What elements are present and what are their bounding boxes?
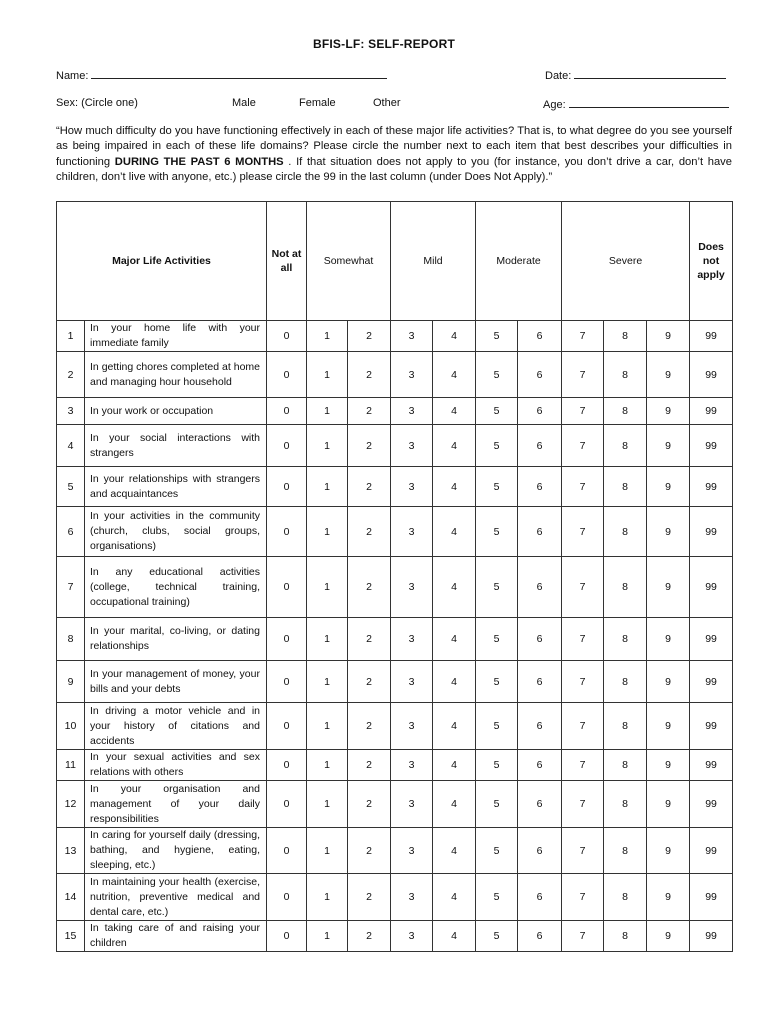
rating-option-99[interactable]: 99 [690, 618, 733, 661]
rating-option-0[interactable]: 0 [267, 750, 307, 781]
rating-option-6[interactable]: 6 [518, 425, 562, 467]
rating-option-8[interactable]: 8 [604, 507, 647, 557]
date-row [545, 68, 726, 82]
rating-option-4[interactable]: 4 [433, 921, 476, 952]
activity-label: In your management of money, your bills and your debts [85, 661, 267, 703]
rating-option-3[interactable]: 3 [391, 321, 433, 352]
rating-option-99[interactable]: 99 [690, 921, 733, 952]
rating-option-6[interactable]: 6 [518, 921, 562, 952]
rating-option-5[interactable]: 5 [476, 661, 518, 703]
rating-option-3[interactable]: 3 [391, 557, 433, 618]
row-number: 13 [57, 828, 85, 874]
rating-option-2[interactable]: 2 [348, 398, 391, 425]
rating-option-1[interactable]: 1 [307, 750, 348, 781]
rating-option-7[interactable]: 7 [562, 661, 604, 703]
row-number: 11 [57, 750, 85, 781]
name-label: Name: [56, 70, 89, 82]
rating-option-8[interactable]: 8 [604, 425, 647, 467]
instructions-text: “How much difficulty do you have functioning effectively in each of these major life activities? That is, to what degree do you see yourself as being impaired in each of these life domains? Please circle the number next to each item that best describes your difficulties in functioning [56, 125, 732, 168]
activity-label: In your home life with your immediate family [85, 321, 267, 352]
rating-option-6[interactable]: 6 [518, 557, 562, 618]
rating-option-8[interactable]: 8 [604, 661, 647, 703]
rating-option-7[interactable]: 7 [562, 467, 604, 507]
rating-option-99[interactable]: 99 [690, 321, 733, 352]
rating-option-1[interactable]: 1 [307, 425, 348, 467]
instructions-emphasis: DURING THE PAST 6 MONTHS [114, 155, 284, 168]
header-mild: Mild [391, 202, 476, 321]
table-row [57, 828, 733, 874]
rating-option-7[interactable]: 7 [562, 507, 604, 557]
rating-option-7[interactable]: 7 [562, 557, 604, 618]
rating-option-2[interactable]: 2 [348, 703, 391, 750]
date-label: Date: [545, 70, 572, 82]
rating-option-1[interactable]: 1 [307, 467, 348, 507]
rating-option-3[interactable]: 3 [391, 874, 433, 921]
rating-option-3[interactable]: 3 [391, 703, 433, 750]
rating-option-1[interactable]: 1 [307, 921, 348, 952]
rating-option-7[interactable]: 7 [562, 352, 604, 398]
rating-option-0[interactable]: 0 [267, 557, 307, 618]
rating-option-99[interactable]: 99 [690, 507, 733, 557]
rating-option-6[interactable]: 6 [518, 661, 562, 703]
rating-option-0[interactable]: 0 [267, 921, 307, 952]
rating-option-9[interactable]: 9 [647, 507, 690, 557]
rating-option-5[interactable]: 5 [476, 618, 518, 661]
rating-option-2[interactable]: 2 [348, 874, 391, 921]
rating-option-4[interactable]: 4 [433, 781, 476, 828]
table-row [57, 507, 733, 557]
name-row [56, 68, 387, 82]
activity-label: In any educational activities (college, technical training, occupational training) [85, 557, 267, 618]
table-row [57, 425, 733, 467]
activity-label: In taking care of and raising your children [85, 921, 267, 952]
rating-option-9[interactable]: 9 [647, 398, 690, 425]
rating-option-5[interactable]: 5 [476, 321, 518, 352]
rating-option-2[interactable]: 2 [348, 921, 391, 952]
rating-option-6[interactable]: 6 [518, 828, 562, 874]
rating-option-99[interactable]: 99 [690, 352, 733, 398]
rating-option-99[interactable]: 99 [690, 557, 733, 618]
table-row [57, 874, 733, 921]
table-row [57, 321, 733, 352]
rating-option-1[interactable]: 1 [307, 321, 348, 352]
sex-option-other[interactable]: Other [373, 97, 401, 109]
rating-option-0[interactable]: 0 [267, 425, 307, 467]
rating-option-0[interactable]: 0 [267, 781, 307, 828]
rating-option-3[interactable]: 3 [391, 781, 433, 828]
rating-option-1[interactable]: 1 [307, 398, 348, 425]
table-row [57, 398, 733, 425]
row-number: 4 [57, 425, 85, 467]
form-title: BFIS-LF: SELF-REPORT [313, 37, 455, 51]
row-number: 14 [57, 874, 85, 921]
table-row [57, 557, 733, 618]
header-severe: Severe [562, 202, 690, 321]
rating-option-0[interactable]: 0 [267, 352, 307, 398]
rating-option-5[interactable]: 5 [476, 425, 518, 467]
rating-option-0[interactable]: 0 [267, 467, 307, 507]
header-somewhat: Somewhat [307, 202, 391, 321]
rating-option-8[interactable]: 8 [604, 618, 647, 661]
rating-option-0[interactable]: 0 [267, 507, 307, 557]
rating-option-3[interactable]: 3 [391, 661, 433, 703]
rating-option-9[interactable]: 9 [647, 467, 690, 507]
rating-option-6[interactable]: 6 [518, 874, 562, 921]
age-field[interactable] [569, 97, 729, 108]
rating-option-4[interactable]: 4 [433, 467, 476, 507]
table-row [57, 921, 733, 952]
rating-option-1[interactable]: 1 [307, 557, 348, 618]
activity-label: In your organisation and management of your daily responsibilities [85, 781, 267, 828]
rating-option-99[interactable]: 99 [690, 781, 733, 828]
activity-label: In your sexual activities and sex relations with others [85, 750, 267, 781]
activity-label: In your relationships with strangers and acquaintances [85, 467, 267, 507]
rating-option-2[interactable]: 2 [348, 557, 391, 618]
rating-option-8[interactable]: 8 [604, 321, 647, 352]
date-field[interactable] [574, 68, 726, 79]
rating-option-7[interactable]: 7 [562, 398, 604, 425]
rating-option-4[interactable]: 4 [433, 750, 476, 781]
rating-option-7[interactable]: 7 [562, 703, 604, 750]
rating-option-7[interactable]: 7 [562, 874, 604, 921]
rating-option-1[interactable]: 1 [307, 828, 348, 874]
activity-label: In your work or occupation [85, 398, 267, 425]
rating-option-5[interactable]: 5 [476, 828, 518, 874]
row-number: 9 [57, 661, 85, 703]
activity-label: In driving a motor vehicle and in your history of citations and accidents [85, 703, 267, 750]
row-number: 8 [57, 618, 85, 661]
rating-option-3[interactable]: 3 [391, 618, 433, 661]
rating-option-4[interactable]: 4 [433, 874, 476, 921]
rating-option-2[interactable]: 2 [348, 467, 391, 507]
rating-option-8[interactable]: 8 [604, 828, 647, 874]
rating-option-6[interactable]: 6 [518, 467, 562, 507]
rating-option-5[interactable]: 5 [476, 874, 518, 921]
rating-option-6[interactable]: 6 [518, 703, 562, 750]
rating-option-8[interactable]: 8 [604, 557, 647, 618]
rating-option-6[interactable]: 6 [518, 750, 562, 781]
rating-option-99[interactable]: 99 [690, 750, 733, 781]
rating-option-6[interactable]: 6 [518, 398, 562, 425]
rating-option-7[interactable]: 7 [562, 321, 604, 352]
rating-option-4[interactable]: 4 [433, 703, 476, 750]
rating-option-99[interactable]: 99 [690, 703, 733, 750]
rating-option-4[interactable]: 4 [433, 828, 476, 874]
header-does-not-apply: Does not apply [690, 202, 733, 321]
rating-option-4[interactable]: 4 [433, 321, 476, 352]
rating-option-8[interactable]: 8 [604, 398, 647, 425]
rating-option-2[interactable]: 2 [348, 750, 391, 781]
sex-option-male[interactable]: Male [232, 97, 256, 109]
rating-option-8[interactable]: 8 [604, 467, 647, 507]
rating-option-5[interactable]: 5 [476, 507, 518, 557]
rating-option-8[interactable]: 8 [604, 703, 647, 750]
row-number: 7 [57, 557, 85, 618]
rating-option-1[interactable]: 1 [307, 874, 348, 921]
rating-option-5[interactable]: 5 [476, 557, 518, 618]
table-row [57, 467, 733, 507]
rating-option-99[interactable]: 99 [690, 828, 733, 874]
rating-option-3[interactable]: 3 [391, 425, 433, 467]
rating-option-9[interactable]: 9 [647, 874, 690, 921]
rating-option-0[interactable]: 0 [267, 703, 307, 750]
activity-label: In caring for yourself daily (dressing, bathing, and hygiene, eating, sleeping, etc.) [85, 828, 267, 874]
rating-option-9[interactable]: 9 [647, 352, 690, 398]
rating-option-2[interactable]: 2 [348, 321, 391, 352]
rating-option-8[interactable]: 8 [604, 874, 647, 921]
rating-option-5[interactable]: 5 [476, 467, 518, 507]
rating-option-99[interactable]: 99 [690, 398, 733, 425]
rating-option-7[interactable]: 7 [562, 618, 604, 661]
rating-option-9[interactable]: 9 [647, 750, 690, 781]
rating-option-3[interactable]: 3 [391, 398, 433, 425]
rating-option-1[interactable]: 1 [307, 661, 348, 703]
activity-label: In your social interactions with strangers [85, 425, 267, 467]
rating-option-9[interactable]: 9 [647, 828, 690, 874]
rating-option-5[interactable]: 5 [476, 352, 518, 398]
row-number: 6 [57, 507, 85, 557]
table-row [57, 661, 733, 703]
rating-option-99[interactable]: 99 [690, 425, 733, 467]
activity-label: In your activities in the community (church, clubs, social groups, organisations) [85, 507, 267, 557]
rating-option-7[interactable]: 7 [562, 781, 604, 828]
age-label: Age: [543, 99, 566, 111]
rating-option-4[interactable]: 4 [433, 557, 476, 618]
age-row [543, 97, 729, 111]
rating-option-9[interactable]: 9 [647, 321, 690, 352]
rating-option-4[interactable]: 4 [433, 398, 476, 425]
rating-option-1[interactable]: 1 [307, 507, 348, 557]
row-number: 15 [57, 921, 85, 952]
rating-option-1[interactable]: 1 [307, 781, 348, 828]
rating-option-9[interactable]: 9 [647, 661, 690, 703]
rating-option-9[interactable]: 9 [647, 781, 690, 828]
rating-option-0[interactable]: 0 [267, 321, 307, 352]
rating-option-6[interactable]: 6 [518, 781, 562, 828]
rating-option-4[interactable]: 4 [433, 507, 476, 557]
rating-option-99[interactable]: 99 [690, 661, 733, 703]
rating-option-8[interactable]: 8 [604, 781, 647, 828]
activity-label: In your marital, co-living, or dating relationships [85, 618, 267, 661]
rating-option-2[interactable]: 2 [348, 352, 391, 398]
rating-option-2[interactable]: 2 [348, 507, 391, 557]
activities-table [56, 201, 733, 952]
rating-option-5[interactable]: 5 [476, 921, 518, 952]
instructions [56, 124, 732, 185]
rating-option-4[interactable]: 4 [433, 661, 476, 703]
sex-option-female[interactable]: Female [299, 97, 336, 109]
activities-rows [57, 321, 733, 952]
rating-option-6[interactable]: 6 [518, 321, 562, 352]
header-moderate: Moderate [476, 202, 562, 321]
row-number: 3 [57, 398, 85, 425]
rating-option-3[interactable]: 3 [391, 352, 433, 398]
rating-option-9[interactable]: 9 [647, 618, 690, 661]
rating-option-3[interactable]: 3 [391, 467, 433, 507]
rating-option-3[interactable]: 3 [391, 507, 433, 557]
activity-label: In maintaining your health (exercise, nutrition, preventive medical and dental care, etc.) [85, 874, 267, 921]
rating-option-1[interactable]: 1 [307, 618, 348, 661]
rating-option-4[interactable]: 4 [433, 425, 476, 467]
rating-option-7[interactable]: 7 [562, 921, 604, 952]
row-number: 2 [57, 352, 85, 398]
rating-option-5[interactable]: 5 [476, 703, 518, 750]
rating-option-6[interactable]: 6 [518, 618, 562, 661]
rating-option-3[interactable]: 3 [391, 921, 433, 952]
row-number: 10 [57, 703, 85, 750]
rating-option-99[interactable]: 99 [690, 874, 733, 921]
rating-option-6[interactable]: 6 [518, 507, 562, 557]
rating-option-9[interactable]: 9 [647, 921, 690, 952]
table-row [57, 750, 733, 781]
rating-option-8[interactable]: 8 [604, 750, 647, 781]
rating-option-2[interactable]: 2 [348, 425, 391, 467]
rating-option-3[interactable]: 3 [391, 750, 433, 781]
rating-option-1[interactable]: 1 [307, 352, 348, 398]
rating-option-0[interactable]: 0 [267, 398, 307, 425]
rating-option-5[interactable]: 5 [476, 398, 518, 425]
rating-option-6[interactable]: 6 [518, 352, 562, 398]
rating-option-3[interactable]: 3 [391, 828, 433, 874]
activity-label: In getting chores completed at home and managing hour household [85, 352, 267, 398]
rating-option-7[interactable]: 7 [562, 425, 604, 467]
rating-option-0[interactable]: 0 [267, 618, 307, 661]
rating-option-9[interactable]: 9 [647, 703, 690, 750]
rating-option-5[interactable]: 5 [476, 781, 518, 828]
row-number: 12 [57, 781, 85, 828]
rating-option-4[interactable]: 4 [433, 352, 476, 398]
rating-option-7[interactable]: 7 [562, 828, 604, 874]
row-number: 5 [57, 467, 85, 507]
rating-option-2[interactable]: 2 [348, 661, 391, 703]
rating-option-9[interactable]: 9 [647, 557, 690, 618]
rating-option-5[interactable]: 5 [476, 750, 518, 781]
table-row [57, 618, 733, 661]
header-major-life-activities: Major Life Activities [57, 202, 267, 321]
rating-option-99[interactable]: 99 [690, 467, 733, 507]
table-row [57, 781, 733, 828]
rating-option-4[interactable]: 4 [433, 618, 476, 661]
rating-option-7[interactable]: 7 [562, 750, 604, 781]
rating-option-8[interactable]: 8 [604, 921, 647, 952]
table-row [57, 703, 733, 750]
rating-option-1[interactable]: 1 [307, 703, 348, 750]
rating-option-8[interactable]: 8 [604, 352, 647, 398]
rating-option-0[interactable]: 0 [267, 828, 307, 874]
rating-option-2[interactable]: 2 [348, 828, 391, 874]
rating-option-2[interactable]: 2 [348, 618, 391, 661]
instructions-text-end: . If that situation does not apply to you (for instance, you don’t drive a car, don’t have children, don’t live with anyone, etc.) please circle the 99 in the last column (under Does Not Apply).” [56, 155, 732, 183]
sex-label: Sex: (Circle one) [56, 97, 138, 109]
header-not-at-all: Not at all [267, 202, 307, 321]
table-row [57, 352, 733, 398]
rating-option-0[interactable]: 0 [267, 874, 307, 921]
rating-option-9[interactable]: 9 [647, 425, 690, 467]
name-field[interactable] [91, 68, 387, 79]
rating-option-2[interactable]: 2 [348, 781, 391, 828]
row-number: 1 [57, 321, 85, 352]
rating-option-0[interactable]: 0 [267, 661, 307, 703]
